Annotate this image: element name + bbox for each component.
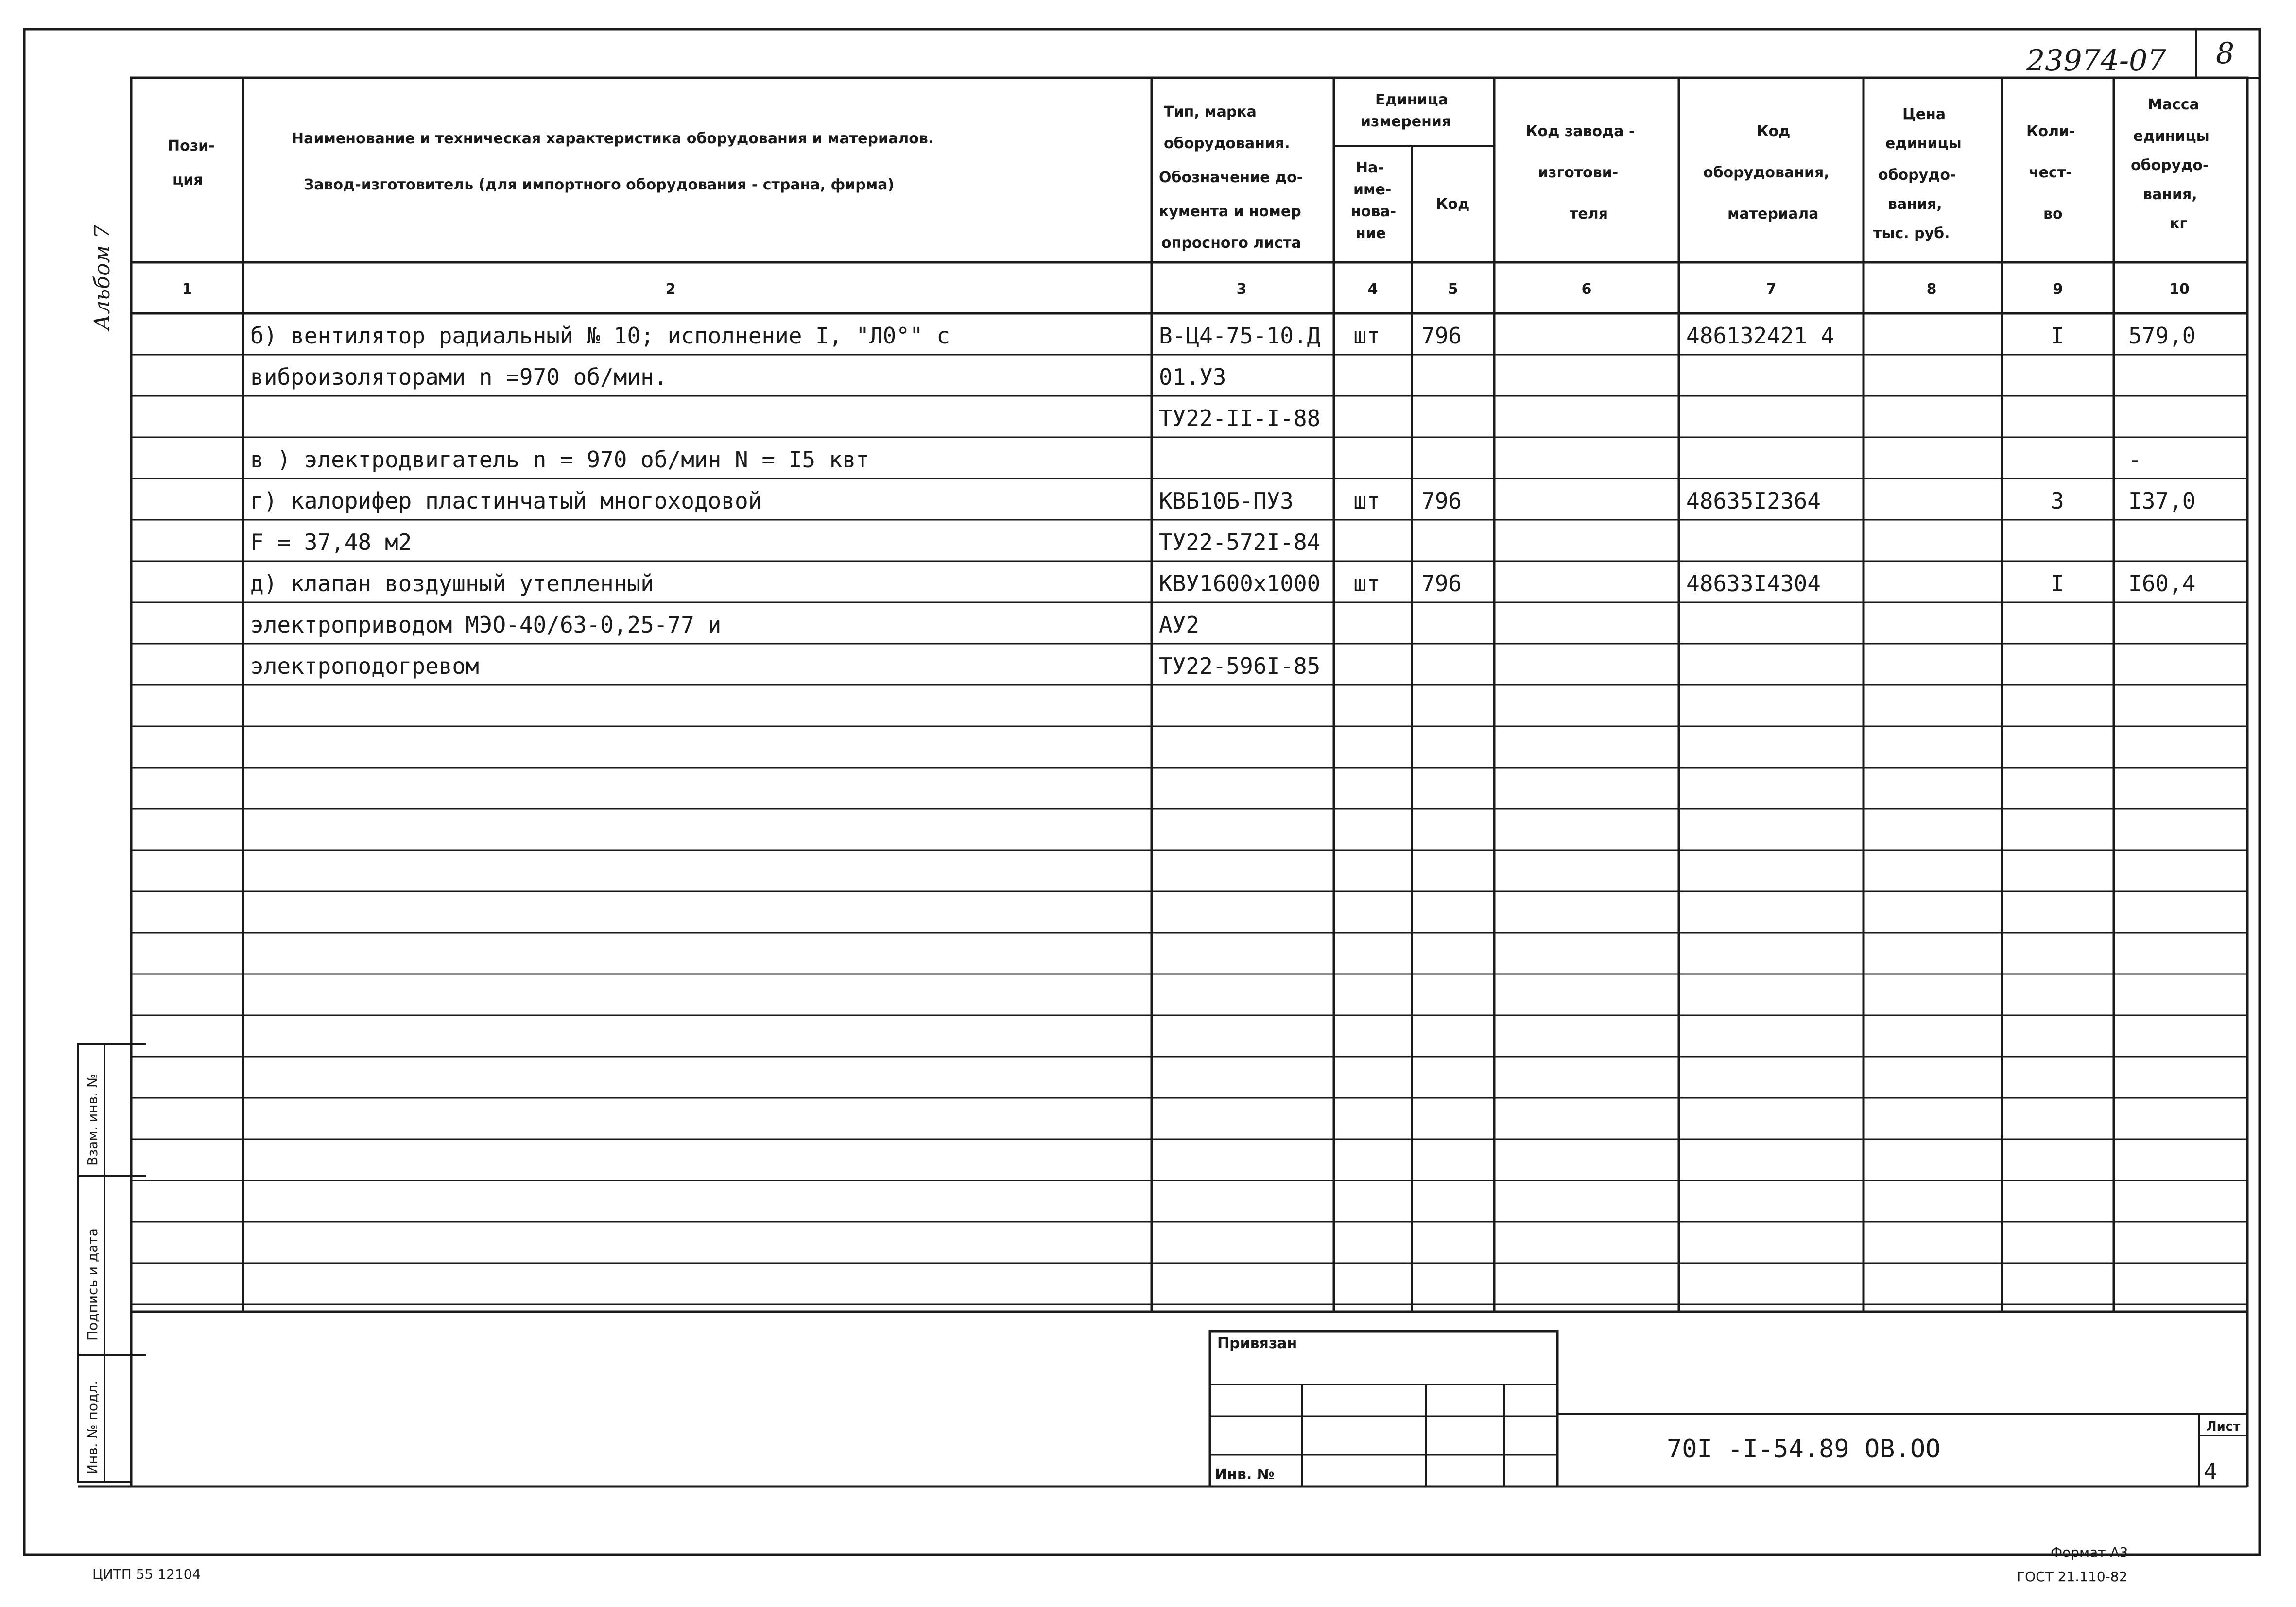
header-col7-line2: оборудования, <box>1703 164 1830 181</box>
row-quantity: I <box>2051 570 2064 597</box>
table-row <box>250 653 1320 679</box>
header-col6-line1: Код завода - <box>1526 123 1635 140</box>
table-row <box>250 612 1199 638</box>
sheet-label: Лист <box>2206 1419 2241 1434</box>
header-col10-line3: оборудо- <box>2131 157 2209 174</box>
album-label: Альбом 7 <box>90 224 115 330</box>
table-row <box>250 529 1320 555</box>
header-col6-line3: теля <box>1570 205 1608 222</box>
header-unit-group-line2: измерения <box>1361 113 1451 130</box>
header-col8-line3: оборудо- <box>1878 167 1956 184</box>
title-block <box>78 1312 2247 1487</box>
corner-stamp <box>2012 29 2260 78</box>
spec-table-grid <box>131 78 2247 1312</box>
corner-doc-number: 23974-07 <box>2026 44 2166 78</box>
header-col3-line3: Обозначение до- <box>1159 169 1303 186</box>
row-quantity: 3 <box>2051 488 2064 514</box>
header-col7-line3: материала <box>1727 205 1819 222</box>
column-number-8: 8 <box>1926 281 1937 298</box>
row-unit: шт <box>1353 323 1381 349</box>
side-stamp-replacement: Взам. инв. № <box>85 1073 101 1166</box>
table-row <box>250 446 2142 473</box>
inventory-number-label: Инв. № <box>1215 1466 1275 1483</box>
header-col7-line1: Код <box>1757 123 1791 140</box>
column-number-1: 1 <box>182 281 192 298</box>
table-row <box>250 570 2195 597</box>
header-col1-line2: ция <box>173 171 203 188</box>
header-col10-line5: кг <box>2170 215 2188 232</box>
column-number-5: 5 <box>1448 281 1458 298</box>
side-stamp-inventory: Инв. № подл. <box>85 1380 101 1474</box>
footer-left-code: ЦИТП 55 12104 <box>92 1566 201 1582</box>
row-type: ТУ22-596I-85 <box>1159 653 1321 679</box>
header-col9-line3: во <box>2043 205 2063 222</box>
row-unit-code: 796 <box>1421 570 1462 597</box>
outer-frame <box>24 29 2260 1555</box>
row-name: в ) электродвигатель n = 970 об/мин N = I5 квт <box>250 446 869 473</box>
row-quantity: I <box>2051 323 2064 349</box>
table-body <box>250 323 2195 679</box>
row-type: 01.У3 <box>1159 364 1226 390</box>
column-numbers-row <box>182 281 2190 298</box>
header-col6-line2: изготови- <box>1538 164 1619 181</box>
row-unit-code: 796 <box>1421 488 1462 514</box>
row-name: электроприводом МЭО-40/63-0,25-77 и <box>250 612 722 638</box>
header-col5: Код <box>1436 196 1470 213</box>
row-material-code: 48633I4304 <box>1686 570 1821 597</box>
row-type: ТУ22-II-I-88 <box>1159 405 1321 431</box>
row-type: АУ2 <box>1159 612 1200 638</box>
row-name: г) калорифер пластинчатый многоходовой <box>250 488 762 514</box>
row-unit-code: 796 <box>1421 323 1462 349</box>
table-row <box>250 323 2195 349</box>
row-mass: I37,0 <box>2128 488 2196 514</box>
row-material-code: 48635I2364 <box>1686 488 1821 514</box>
privyazan-label: Привязан <box>1217 1335 1297 1352</box>
header-col8-line2: единицы <box>1885 135 1962 152</box>
row-name: д) клапан воздушный утепленный <box>250 570 654 597</box>
row-name: F = 37,48 м2 <box>250 529 412 555</box>
column-number-6: 6 <box>1581 281 1592 298</box>
header-unit-group-line1: Единица <box>1375 91 1448 108</box>
row-unit: шт <box>1353 488 1381 514</box>
header-col8-line1: Цена <box>1902 106 1946 123</box>
header-col10-line1: Масса <box>2148 96 2199 113</box>
document-designation: 70I -I-54.89 ОВ.ОО <box>1667 1435 1941 1464</box>
side-stamp-signature: Подпись и дата <box>85 1228 101 1341</box>
footer-gost: ГОСТ 21.110-82 <box>2017 1569 2128 1585</box>
sheet-number: 4 <box>2204 1458 2217 1485</box>
row-name: б) вентилятор радиальный № 10; исполнение I, "Л0°" с <box>250 323 950 349</box>
header-col4-line1: На- <box>1356 159 1384 176</box>
row-type: КВБ10Б-ПУ3 <box>1159 488 1294 514</box>
column-number-10: 10 <box>2169 281 2190 298</box>
header-col1-line1: Пози- <box>168 137 215 154</box>
header-col2-line1: Наименование и техническая характеристика оборудования и материалов. <box>292 130 934 147</box>
row-name: виброизоляторами n =970 об/мин. <box>250 364 668 390</box>
column-number-3: 3 <box>1236 281 1247 298</box>
row-mass: I60,4 <box>2128 570 2196 597</box>
header-col4-line4: ние <box>1356 225 1386 242</box>
table-row <box>1159 405 1320 431</box>
header-col3-line4: кумента и номер <box>1159 203 1301 220</box>
header-col10-line4: вания, <box>2143 186 2197 203</box>
footer-format: Формат А3 <box>2051 1544 2128 1560</box>
row-type: ТУ22-572I-84 <box>1159 529 1321 555</box>
row-material-code: 486132421 4 <box>1686 323 1834 349</box>
header-col8-line4: вания, <box>1888 196 1942 213</box>
column-number-2: 2 <box>665 281 676 298</box>
header-col4-line3: нова- <box>1351 203 1397 220</box>
row-name: электроподогревом <box>250 653 479 679</box>
row-unit: шт <box>1353 570 1381 597</box>
header-col2-line2: Завод-изготовитель (для импортного оборудования - страна, фирма) <box>304 176 895 193</box>
header-col9-line1: Коли- <box>2026 123 2075 140</box>
header-col9-line2: чест- <box>2029 164 2072 181</box>
table-header <box>168 91 2210 252</box>
column-number-4: 4 <box>1367 281 1378 298</box>
header-col3-line5: опросного листа <box>1161 235 1301 252</box>
row-type: КВУ1600х1000 <box>1159 570 1321 597</box>
row-mass: 579,0 <box>2128 323 2196 349</box>
header-col10-line2: единицы <box>2133 128 2210 145</box>
row-type: В-Ц4-75-10.Д <box>1159 323 1321 349</box>
column-number-9: 9 <box>2053 281 2063 298</box>
header-col3-line2: оборудования. <box>1164 135 1290 152</box>
table-row <box>250 488 2195 514</box>
column-number-7: 7 <box>1766 281 1777 298</box>
footer <box>24 1544 2260 1585</box>
header-col4-line2: име- <box>1353 181 1392 198</box>
row-mass: - <box>2128 446 2142 473</box>
header-col3-line1: Тип, марка <box>1164 103 1257 120</box>
header-col8-line5: тыс. руб. <box>1873 225 1950 242</box>
corner-page-number: 8 <box>2216 36 2235 70</box>
table-row <box>250 364 1226 390</box>
